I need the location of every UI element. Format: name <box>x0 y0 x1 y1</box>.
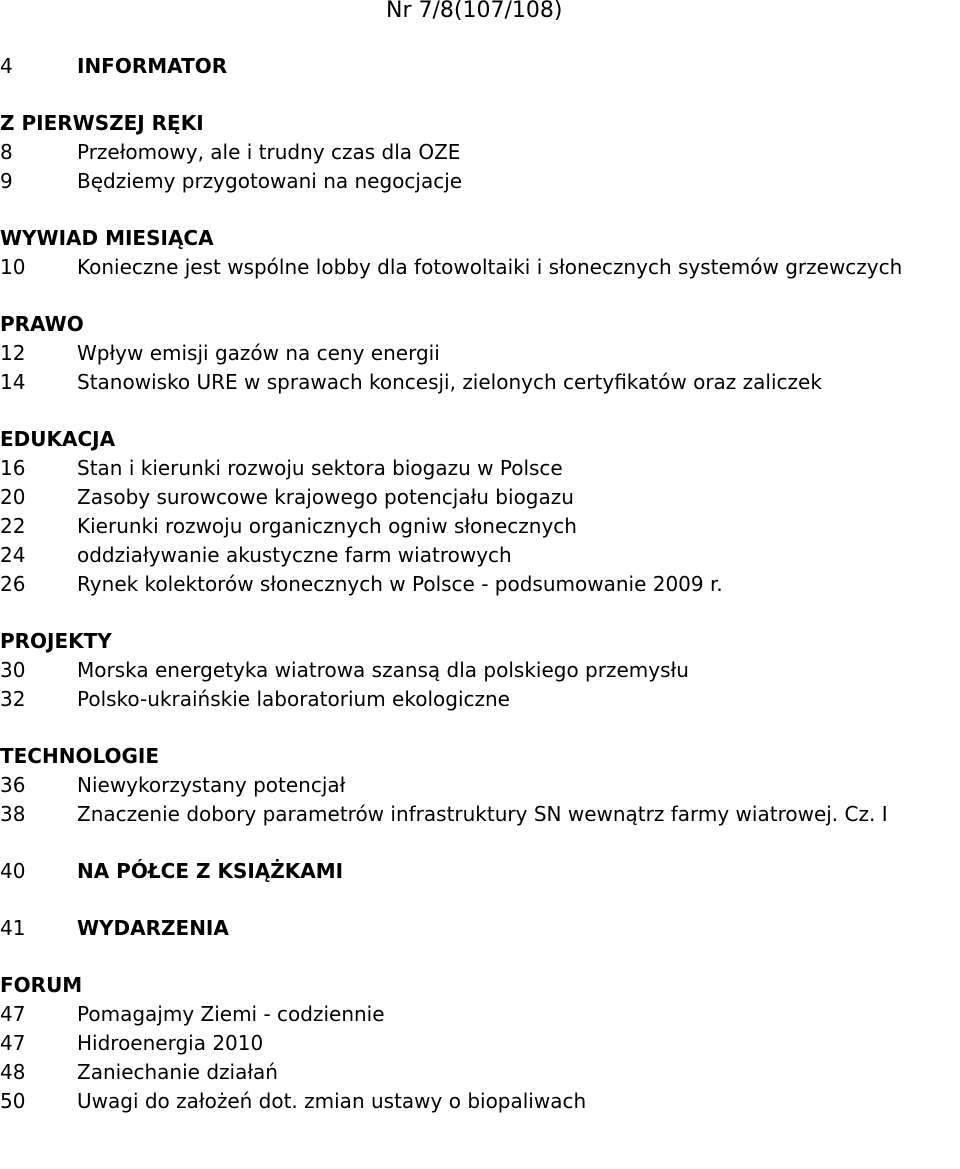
toc-entry[interactable] <box>0 483 960 512</box>
entry-title: Uwagi do założeń dot. zmian ustawy o biopaliwach <box>77 1089 587 1113</box>
toc-section-edukacja <box>0 425 960 599</box>
toc-entry[interactable] <box>0 138 960 167</box>
section-title: INFORMATOR <box>77 54 228 78</box>
entry-title: Konieczne jest wspólne lobby dla fotowoltaiki i słonecznych systemów grzewczych <box>77 255 903 279</box>
toc-section-z-pierwszej-reki <box>0 109 960 196</box>
section-title: TECHNOLOGIE <box>0 744 160 768</box>
spacer <box>0 282 960 310</box>
toc-entry[interactable] <box>0 454 960 483</box>
section-title: WYWIAD MIESIĄCA <box>0 226 214 250</box>
toc-entry[interactable] <box>0 368 960 397</box>
toc-entry[interactable] <box>0 800 960 829</box>
entry-title: Morska energetyka wiatrowa szansą dla polskiego przemysłu <box>77 658 689 682</box>
toc-entry[interactable] <box>0 167 960 196</box>
page-number: 48 <box>0 1060 26 1084</box>
toc-entry[interactable] <box>0 1029 960 1058</box>
toc-heading-row[interactable] <box>0 857 960 886</box>
spacer <box>0 397 960 425</box>
entry-title: Zasoby surowcowe krajowego potencjału biogazu <box>77 485 574 509</box>
entry-title: Będziemy przygotowani na negocjacje <box>77 169 463 193</box>
page-number: 36 <box>0 773 26 797</box>
page-number: 41 <box>0 916 26 940</box>
toc-entry[interactable] <box>0 771 960 800</box>
entry-title: Pomagajmy Ziemi - codziennie <box>77 1002 385 1026</box>
page-number: 22 <box>0 514 26 538</box>
entry-title: Przełomowy, ale i trudny czas dla OZE <box>77 140 461 164</box>
toc-entry[interactable] <box>0 541 960 570</box>
toc-section-prawo <box>0 310 960 397</box>
toc-entry[interactable] <box>0 570 960 599</box>
table-of-contents <box>0 52 960 1116</box>
toc-entry[interactable] <box>0 253 960 282</box>
entry-title: Znaczenie dobory parametrów infrastruktury SN wewnątrz farmy wiatrowej. Cz. I <box>77 802 888 826</box>
section-title: NA PÓŁCE Z KSIĄŻKAMI <box>77 859 344 883</box>
entry-title: Kierunki rozwoju organicznych ogniw słonecznych <box>77 514 577 538</box>
page-number: 26 <box>0 572 26 596</box>
page-number: 8 <box>0 140 13 164</box>
toc-heading-row[interactable] <box>0 52 960 81</box>
page-number: 47 <box>0 1002 26 1026</box>
section-title: Z PIERWSZEJ RĘKI <box>0 111 204 135</box>
spacer <box>0 829 960 857</box>
page-number: 40 <box>0 859 26 883</box>
entry-title: Stan i kierunki rozwoju sektora biogazu w Polsce <box>77 456 563 480</box>
page-number: 4 <box>0 54 13 78</box>
page-number: 10 <box>0 255 26 279</box>
page-number: 47 <box>0 1031 26 1055</box>
spacer <box>0 196 960 224</box>
page-number: 50 <box>0 1089 26 1113</box>
entry-title: Hidroenergia 2010 <box>77 1031 264 1055</box>
entry-title: Wpływ emisji gazów na ceny energii <box>77 341 440 365</box>
toc-entry[interactable] <box>0 1087 960 1116</box>
toc-section-projekty <box>0 627 960 714</box>
toc-entry[interactable] <box>0 656 960 685</box>
toc-section-wydarzenia <box>0 914 960 943</box>
toc-entry[interactable] <box>0 685 960 714</box>
page-number: 24 <box>0 543 26 567</box>
section-title: EDUKACJA <box>0 427 116 451</box>
toc-section-wywiad-miesiaca <box>0 224 960 282</box>
section-title: PRAWO <box>0 312 84 336</box>
issue-number: Nr 7/8(107/108) <box>386 0 563 23</box>
spacer <box>0 943 960 971</box>
page-number: 20 <box>0 485 26 509</box>
entry-title: oddziaływanie akustyczne farm wiatrowych <box>77 543 512 567</box>
spacer <box>0 714 960 742</box>
toc-section-informator <box>0 52 960 81</box>
spacer <box>0 886 960 914</box>
entry-title: Stanowisko URE w sprawach koncesji, zielonych certyfikatów oraz zaliczek <box>77 370 822 394</box>
page-number: 16 <box>0 456 26 480</box>
page-number: 14 <box>0 370 26 394</box>
entry-title: Rynek kolektorów słonecznych w Polsce - podsumowanie 2009 r. <box>77 572 723 596</box>
toc-entry[interactable] <box>0 1058 960 1087</box>
entry-title: Polsko-ukraińskie laboratorium ekologiczne <box>77 687 510 711</box>
section-title: PROJEKTY <box>0 629 112 653</box>
spacer <box>0 599 960 627</box>
section-title: FORUM <box>0 973 83 997</box>
toc-section-na-polce <box>0 857 960 886</box>
page-number: 12 <box>0 341 26 365</box>
entry-title: Niewykorzystany potencjał <box>77 773 346 797</box>
toc-section-forum <box>0 971 960 1116</box>
toc-entry[interactable] <box>0 1000 960 1029</box>
page-number: 30 <box>0 658 26 682</box>
toc-section-technologie <box>0 742 960 829</box>
section-title: WYDARZENIA <box>77 916 229 940</box>
page-number: 9 <box>0 169 13 193</box>
toc-entry[interactable] <box>0 512 960 541</box>
spacer <box>0 81 960 109</box>
toc-heading-row[interactable] <box>0 914 960 943</box>
entry-title: Zaniechanie działań <box>77 1060 278 1084</box>
page-number: 32 <box>0 687 26 711</box>
toc-entry[interactable] <box>0 339 960 368</box>
page-number: 38 <box>0 802 26 826</box>
